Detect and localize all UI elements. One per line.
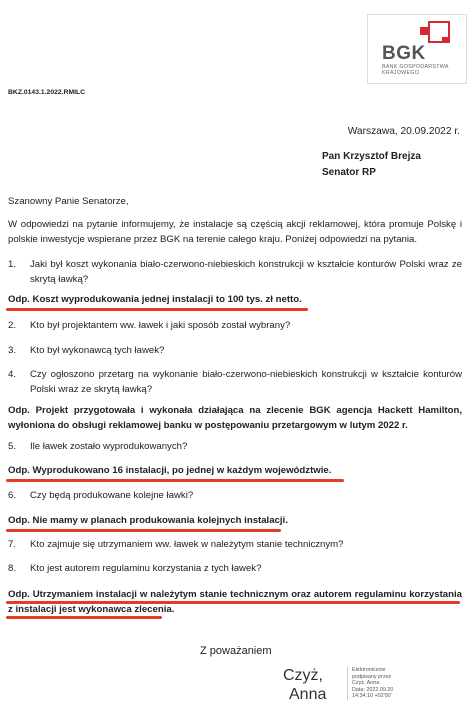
closing: Z poważaniem <box>200 645 272 657</box>
question-number: 8. <box>8 563 17 574</box>
logo-subtitle-line: BANK GOSPODARSTWA <box>382 64 449 70</box>
answer-text: Odp. Koszt wyprodukowania jednej instalacji to 100 tys. zł netto. <box>8 294 302 305</box>
question-number: 4. <box>8 369 17 380</box>
question-text: Kto był projektantem ww. ławek i jaki sposób został wybrany? <box>30 320 291 331</box>
answer-text: Odp. Nie mamy w planach produkowania kolejnych instalacji. <box>8 515 288 526</box>
answer-text: Odp. Utrzymaniem instalacji w należytym stanie technicznym oraz autorem regulaminu korzystania z instalacji jest wykonawca zlecenia. <box>8 589 462 615</box>
electronic-signature <box>283 666 423 706</box>
question-number: 1. <box>8 259 17 270</box>
salutation: Szanowny Panie Senatorze, <box>8 196 129 207</box>
answer-text: Odp. Projekt przygotowała i wykonała działająca na zlecenie BGK agencja Hackett Hamilton, wyłoniona do obsługi reklamowej banku w postępowaniu przetargowym w lutym 2022 r. <box>8 405 462 431</box>
highlight-underline <box>6 601 460 604</box>
signature-meta-line: Elektronicznie <box>352 667 386 673</box>
highlight-underline <box>6 479 344 482</box>
logo-name: BGK <box>382 43 426 64</box>
question-number: 5. <box>8 441 17 452</box>
question-text: Kto był wykonawcą tych ławek? <box>30 345 165 356</box>
question-text: Ile ławek zostało wyprodukowanych? <box>30 441 188 452</box>
signature-name-line: Anna <box>289 686 327 703</box>
question-number: 6. <box>8 490 17 501</box>
signature-meta-line: podpisany przez <box>352 673 392 680</box>
place-date: Warszawa, 20.09.2022 r. <box>347 126 460 137</box>
bgk-logo <box>367 14 467 84</box>
question-text: Kto jest autorem regulaminu korzystania z tych ławek? <box>30 563 262 574</box>
question-number: 7. <box>8 539 17 550</box>
signature-meta <box>347 667 393 700</box>
question-number: 2. <box>8 320 17 331</box>
logo-square-mark-small <box>420 27 428 35</box>
question-text: Czy będą produkowane kolejne ławki? <box>30 490 194 501</box>
recipient-title: Senator RP <box>322 167 376 178</box>
answer-text: Odp. Wyprodukowano 16 instalacji, po jednej w każdym województwie. <box>8 465 332 476</box>
highlight-underline <box>6 616 162 619</box>
recipient-name: Pan Krzysztof Brejza <box>322 151 421 162</box>
signature-name <box>283 666 326 704</box>
intro-paragraph: W odpowiedzi na pytanie informujemy, że instalacje są częścią akcji reklamowej, która promuje Polskę i polskie inwestycje wspierane przez BGK na terenie całego kraju. Poniżej odpowiedzi na pytania. <box>8 219 462 245</box>
logo-square-mark-small <box>442 37 448 43</box>
highlight-underline <box>6 529 281 532</box>
highlight-underline <box>6 308 308 311</box>
reference-number: BKZ.0143.1.2022.RMILC <box>8 89 86 96</box>
logo-subtitle-line: KRAJOWEGO <box>382 70 420 76</box>
signature-meta-line: Czyż, Anna <box>352 680 380 687</box>
question-number: 3. <box>8 345 17 356</box>
signature-name-line: Czyż, <box>283 667 323 684</box>
question-text: Kto zajmuje się utrzymaniem ww. ławek w należytym stanie technicznym? <box>30 539 344 550</box>
logo-subtitle <box>382 64 462 76</box>
question-text: Jaki był koszt wykonania biało-czerwono-niebieskich konstrukcji w kształcie konturów Polski wraz ze skrytą ławką? <box>30 259 462 285</box>
question-text: Czy ogłoszono przetarg na wykonanie biało-czerwono-niebieskich konstrukcji w kształcie konturów Polski wraz ze skrytą ławką? <box>30 369 462 395</box>
signature-meta-line: Data: 2022.09.20 <box>352 686 394 693</box>
signature-meta-line: 14:34:10 +02'00' <box>352 693 392 700</box>
